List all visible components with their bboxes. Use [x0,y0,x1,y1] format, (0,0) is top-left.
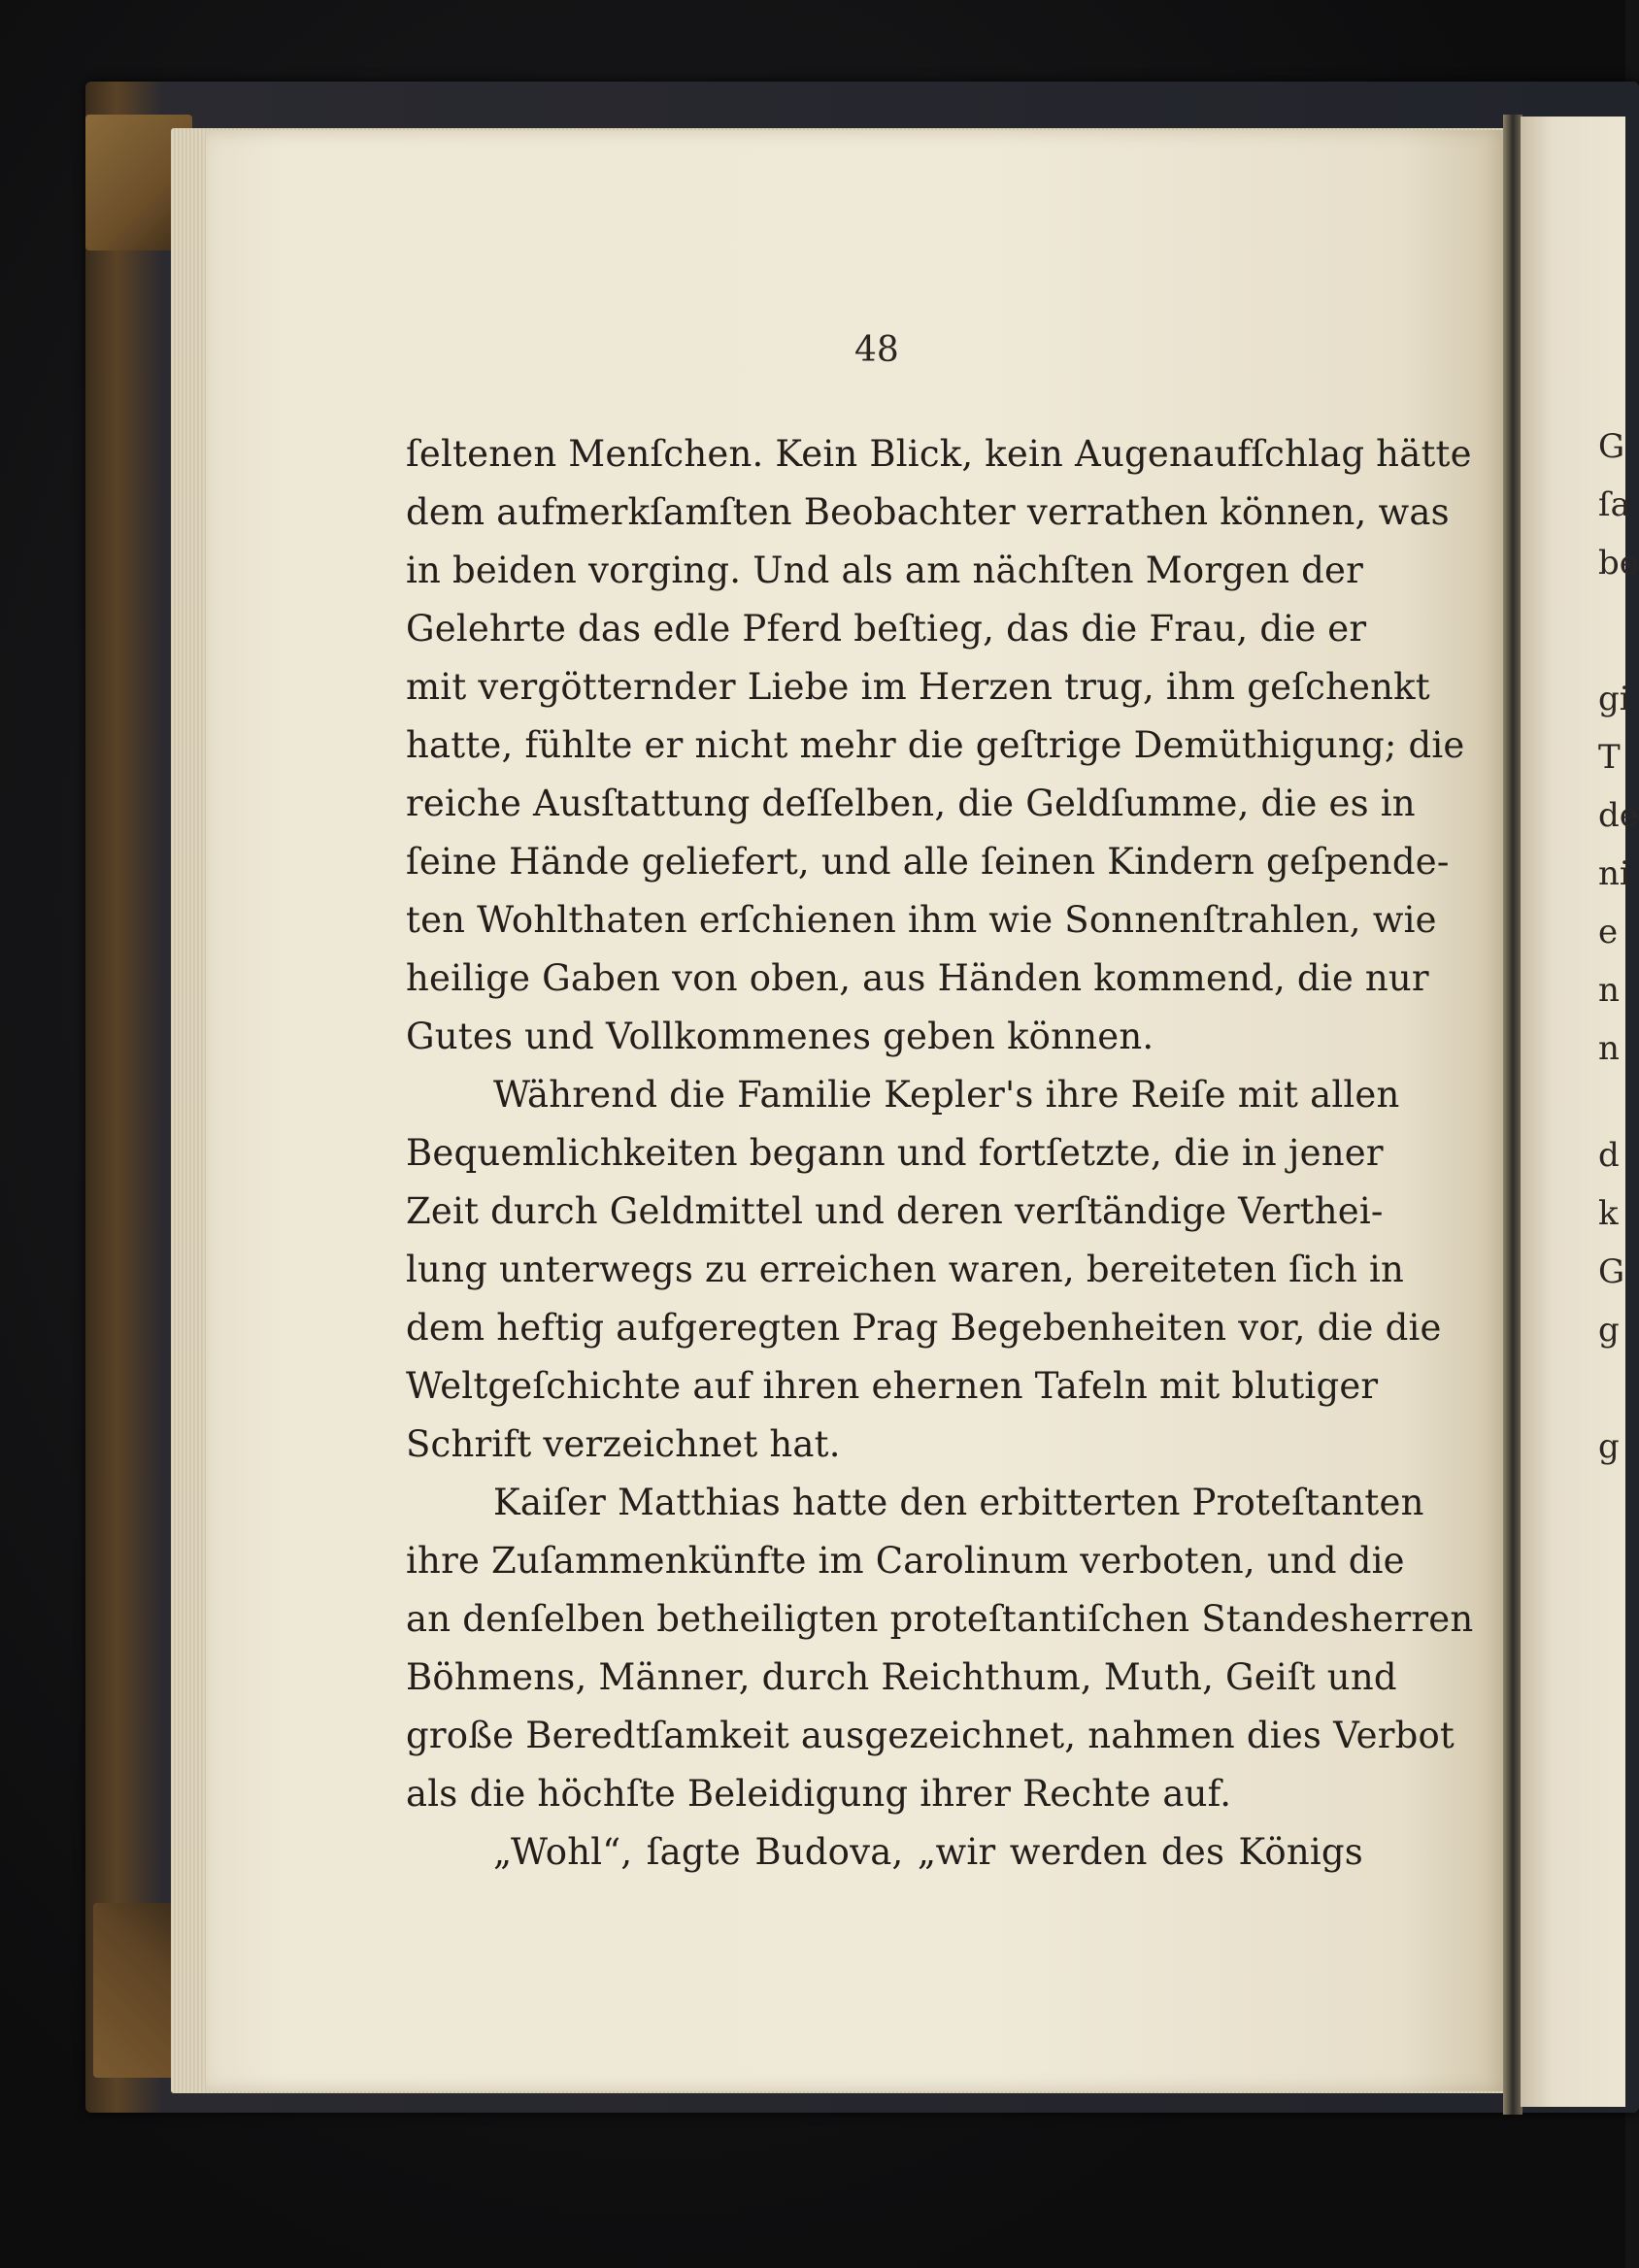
text-line: Gelehrte das edle Pferd beſtieg, das die Frau, die er [406,608,1367,650]
right-page-fragment: k [1598,1194,1619,1233]
right-page-fragment: n [1598,1029,1620,1068]
text-line: Bequemlichkeiten begann und fortſetzte, die in jener [406,1132,1384,1174]
text-line: Während die Familie Kepler's ihre Reiſe mit allen [493,1074,1400,1116]
text-line: dem aufmerkſamſten Beobachter verrathen können, was [406,491,1450,533]
text-line: als die höchſte Beleidigung ihrer Rechte auf. [406,1773,1232,1815]
text-line: Kaiſer Matthias hatte den erbitterten Proteſtanten [493,1482,1424,1523]
text-line: an denſelben betheiligten proteſtantiſchen Standesherren [406,1598,1474,1640]
text-line: mit vergötternder Liebe im Herzen trug, ihm geſchenkt [406,666,1430,708]
right-page-fragment: d [1598,1136,1620,1175]
page-number: 48 [854,330,899,370]
text-line: ten Wohlthaten erſchienen ihm wie Sonnenſtrahlen, wie [406,899,1437,941]
right-page-fragment: G [1598,1252,1625,1291]
right-page-fragment: ni [1598,854,1630,893]
right-page-fragment: T [1598,738,1621,777]
text-line: heilige Gaben von oben, aus Händen kommend, die nur [406,957,1429,999]
right-page-fragment: n [1598,971,1620,1010]
text-line: ihre Zuſammenkünfte im Carolinum verboten, und die [406,1540,1405,1582]
text-line: Weltgeſchichte auf ihren ehernen Tafeln mit blutiger [406,1365,1379,1407]
right-page [1521,117,1639,2107]
text-line: lung unterwegs zu erreichen waren, bereiteten ſich in [406,1249,1405,1290]
right-page-fragment: be [1598,544,1639,583]
text-line: Gutes und Vollkommenes geben können. [406,1016,1154,1057]
right-page-fragment: g [1598,1311,1620,1350]
text-line: ſeltenen Menſchen. Kein Blick, kein Augenaufſchlag hätte [406,433,1472,475]
text-line: große Beredtſamkeit ausgezeichnet, nahmen dies Verbot [406,1715,1455,1756]
text-line: Schrift verzeichnet hat. [406,1423,841,1465]
right-page-fragment: g [1598,1427,1620,1466]
text-line: ſeine Hände geliefert, und alle ſeinen Kindern geſpende- [406,841,1450,883]
text-line: „Wohl“, ſagte Budova, „wir werden des Königs [493,1831,1363,1873]
right-page-fragment: G [1598,427,1625,466]
text-line: reiche Ausſtattung deſſelben, die Geldſumme, die es in [406,783,1416,824]
right-page-fragment: de [1598,796,1639,835]
text-line: in beiden vorging. Und als am nächſten Morgen der [406,550,1364,591]
text-line: dem heftig aufgeregten Prag Begebenheiten vor, die die [406,1307,1442,1349]
text-line: Zeit durch Geldmittel und deren verſtändige Verthei- [406,1190,1384,1232]
right-page-fragment: e [1598,913,1619,951]
text-line: hatte, fühlte er nicht mehr die geſtrige Demüthigung; die [406,724,1465,766]
text-line: Böhmens, Männer, durch Reichthum, Muth, Geiſt und [406,1656,1397,1698]
right-page-fragment: gi [1598,680,1630,718]
book-gutter [1503,115,1522,2115]
page-text [406,425,1474,1882]
right-page-fragment: ſa [1598,485,1630,524]
